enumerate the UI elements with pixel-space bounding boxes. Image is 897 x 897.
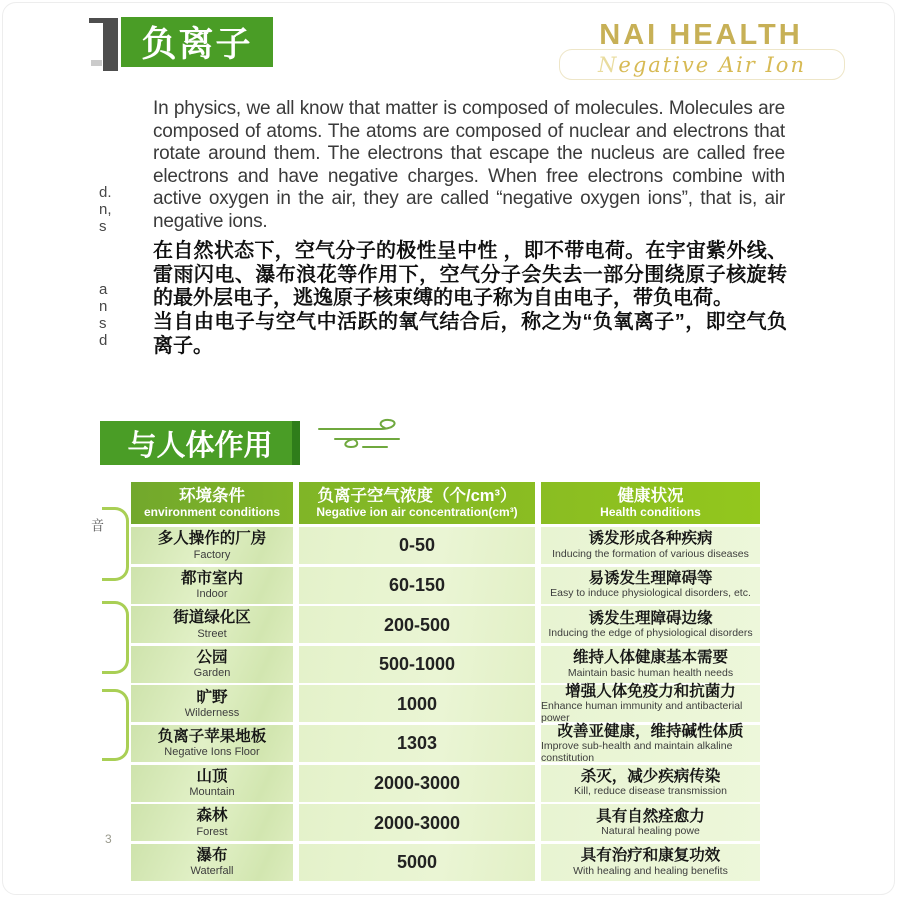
health-status-zh: 增强人体免疫力和抗菌力: [565, 682, 736, 700]
table-row: [131, 606, 760, 643]
health-status-en: Maintain basic human health needs: [567, 666, 734, 679]
health-cell: [541, 567, 760, 604]
page-number: 3: [105, 832, 112, 846]
concentration-table: [131, 482, 760, 881]
health-status-en: Kill, reduce disease transmission: [574, 785, 727, 798]
intro-paragraph-english: In physics, we all know that matter is composed of molecules. Molecules are composed of atoms. The atoms are composed of nuclear and electrons that rotate around them. The electrons that escape the nucleus are called free electrons and have negative charges. When free electrons combine with active oxygen in the air, they are called “negative oxygen ions”, that is, air negative ions.: [153, 98, 785, 232]
crop-mark-vertical: [103, 18, 118, 71]
environment-cell: [131, 567, 293, 604]
header-concentration-en: Negative ion air concentration(cm³): [316, 504, 518, 519]
table-row: [131, 682, 760, 725]
margin-fragment: a: [99, 281, 108, 298]
environment-cell: [131, 765, 293, 802]
header-concentration: [299, 482, 535, 524]
environment-cell: [131, 725, 293, 762]
concentration-value: 1303: [396, 733, 438, 754]
environment-name-zh: 多人操作的厂房: [157, 530, 267, 548]
health-cell: [541, 527, 760, 564]
margin-fragment: d: [99, 332, 108, 349]
environment-name-zh: 森林: [196, 807, 228, 825]
health-status-en: Natural healing powe: [601, 824, 700, 837]
health-status-zh: 维持人体健康基本需要: [572, 649, 728, 667]
margin-fragment: s: [99, 218, 107, 235]
health-cell: [541, 804, 760, 841]
left-bracket-decoration: [102, 507, 129, 581]
environment-name-en: Waterfall: [190, 865, 234, 878]
concentration-value: 500-1000: [378, 654, 456, 675]
environment-name-en: Wilderness: [184, 706, 240, 719]
concentration-cell: [299, 725, 535, 762]
header-concentration-zh: 负离子空气浓度（个/cm³）: [317, 486, 517, 505]
concentration-cell: [299, 606, 535, 643]
environment-name-zh: 负离子苹果地板: [157, 728, 267, 746]
concentration-cell: [299, 527, 535, 564]
environment-name-zh: 街道绿化区: [173, 609, 251, 627]
brochure-page: [2, 2, 895, 895]
cloud-swirl-icon: [311, 415, 403, 455]
table-header-row: [131, 482, 760, 524]
concentration-value: 2000-3000: [373, 812, 461, 833]
environment-name-en: Street: [197, 627, 227, 640]
health-cell: [541, 844, 760, 881]
environment-name-zh: 瀑布: [196, 846, 228, 864]
table-row: [131, 804, 760, 841]
concentration-cell: [299, 804, 535, 841]
environment-cell: [131, 606, 293, 643]
health-status-zh: 诱发形成各种疾病: [588, 530, 713, 548]
table-row: [131, 567, 760, 604]
environment-cell: [131, 646, 293, 683]
health-status-en: Inducing the formation of various diseases: [552, 547, 749, 560]
environment-cell: [131, 685, 293, 722]
intro-paragraph-chinese-1: 在自然状态下，空气分子的极性呈中性 ，即不带电荷。在宇宙紫外线、雷雨闪电、瀑布浪花等作用下，空气分子会失去一部分围绕原子核旋转的最外层电子，逃逸原子核束缚的电子称为自由电子，带负电荷。: [153, 240, 787, 310]
environment-name-en: Garden: [193, 667, 231, 680]
concentration-cell: [299, 646, 535, 683]
table-row: [131, 844, 760, 881]
concentration-value: 1000: [396, 693, 438, 714]
table-body: [131, 527, 760, 881]
concentration-cell: [299, 685, 535, 722]
health-status-en: With healing and healing benefits: [573, 864, 728, 877]
environment-cell: [131, 804, 293, 841]
health-cell: [541, 682, 760, 725]
health-status-zh: 具有治疗和康复功效: [580, 847, 721, 865]
concentration-value: 60-150: [388, 575, 446, 596]
health-status-en: Easy to induce physiological disorders, etc.: [550, 587, 751, 600]
concentration-value: 2000-3000: [373, 772, 461, 793]
environment-cell: [131, 844, 293, 881]
brand-name: NAI HEALTH: [599, 19, 803, 51]
crop-mark-nub: [91, 60, 102, 66]
concentration-value: 0-50: [398, 535, 436, 556]
section-badge-negative-ion: 负离子: [121, 17, 273, 67]
header-health-zh: 健康状况: [617, 486, 684, 505]
concentration-value: 5000: [396, 852, 438, 873]
margin-fragment: n: [99, 298, 108, 315]
margin-fragment: s: [99, 315, 107, 332]
header-environment-zh: 环境条件: [179, 486, 245, 505]
health-status-zh: 易诱发生理障碍等: [588, 570, 713, 588]
left-bracket-decoration: [102, 689, 129, 761]
environment-name-en: Factory: [193, 548, 231, 561]
table-row: [131, 722, 760, 764]
environment-name-en: Mountain: [189, 786, 235, 799]
environment-name-en: Indoor: [196, 588, 228, 601]
health-status-zh: 具有自然痊愈力: [596, 807, 705, 825]
environment-name-en: Forest: [196, 825, 228, 838]
environment-name-zh: 旷野: [196, 688, 228, 706]
health-status-zh: 诱发生理障碍边缘: [588, 609, 713, 627]
table-row: [131, 646, 760, 683]
environment-name-zh: 公园: [196, 648, 228, 666]
table-row: [131, 765, 760, 802]
left-bracket-decoration: [102, 601, 129, 674]
health-cell: [541, 606, 760, 643]
margin-side-character: 音: [91, 517, 105, 534]
environment-name-zh: 都市室内: [180, 569, 243, 587]
margin-fragment: d.: [99, 184, 112, 201]
health-status-en: Improve sub-health and maintain alkaline constitution: [541, 739, 733, 764]
environment-cell: [131, 527, 293, 564]
health-status-en: Inducing the edge of physiological disorders: [548, 626, 753, 639]
environment-name-zh: 山顶: [196, 767, 228, 785]
brand-tagline: Negative Air Ion: [598, 52, 806, 77]
concentration-cell: [299, 765, 535, 802]
header-health-en: Health conditions: [600, 504, 701, 519]
health-cell: [541, 722, 760, 764]
health-status-zh: 杀灭，减少疾病传染: [580, 768, 721, 785]
header-environment: [131, 482, 293, 524]
table-row: [131, 527, 760, 564]
header-health: [541, 482, 760, 524]
concentration-cell: [299, 567, 535, 604]
concentration-cell: [299, 844, 535, 881]
margin-fragment: n,: [99, 201, 112, 218]
intro-paragraph-chinese-2: 当自由电子与空气中活跃的氧气结合后，称之为“负氧离子”，即空气负离子。: [153, 311, 787, 357]
header-environment-en: environment conditions: [143, 504, 280, 519]
environment-name-en: Negative Ions Floor: [164, 746, 260, 759]
health-cell: [541, 765, 760, 802]
health-status-en: Enhance human immunity and antibacterial power: [541, 700, 743, 725]
section-badge-human-effect: 与人体作用: [100, 421, 300, 465]
health-cell: [541, 646, 760, 683]
brand-tagline-box: [559, 49, 845, 80]
health-status-zh: 改善亚健康，维持碱性体质: [557, 722, 744, 740]
concentration-value: 200-500: [383, 614, 451, 635]
